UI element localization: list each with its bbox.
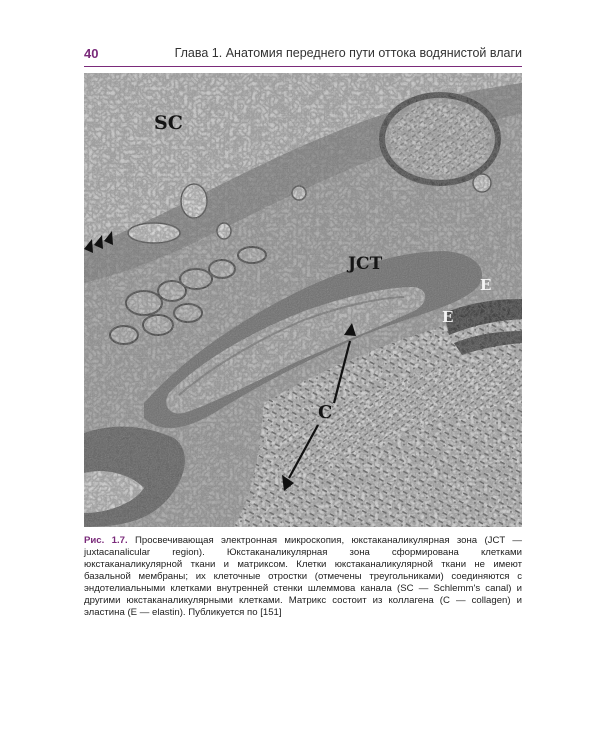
page-number: 40 (84, 46, 99, 61)
caption-label: Рис. 1.7. (84, 535, 128, 546)
micrograph-figure (84, 73, 522, 527)
header-rule (84, 66, 522, 67)
label-e-bottom: E (442, 308, 454, 326)
caption-text: Просвечивающая электронная микроскопия, юкстаканаликулярная зона (JCT — juxtacanalicular region). Юкстаканаликулярная зона сформирована клетками юкстаканаликулярной ткани и матриксом. Клетки юкстаканаликулярной ткани не имеют базальной мембраны; их клеточные отростки (отмечены треугольниками) соединяются с эндотелиальными клетками внутренней стенки шлеммова канала (SC — Schlemm's canal) и другими юкстаканаликулярными клетками. Матрикс состоит из коллагена (C — collagen) и эластина (E — elastin). Публикуется по [151] (84, 535, 522, 618)
label-e-top: E (480, 276, 492, 294)
running-head: Глава 1. Анатомия переднего пути оттока водянистой влаги (174, 46, 522, 60)
label-sc: SC (154, 112, 183, 134)
micrograph-image (84, 73, 522, 527)
label-jct: JCT (348, 254, 383, 274)
figure-caption (84, 535, 522, 619)
label-c: C (318, 402, 333, 423)
